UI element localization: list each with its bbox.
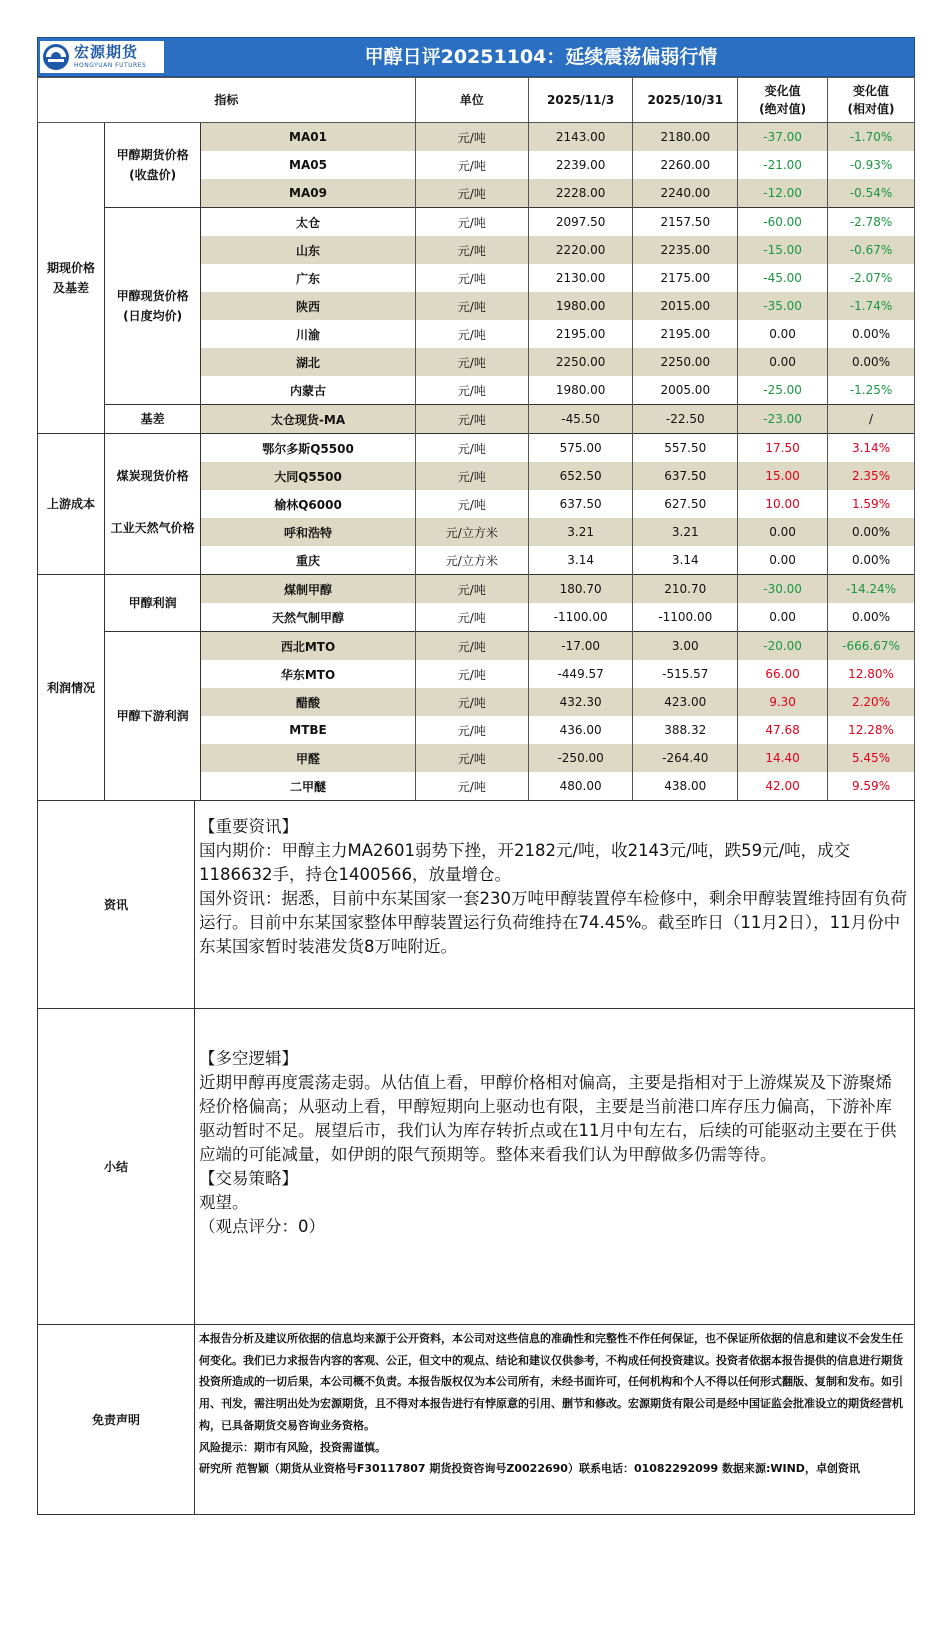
table-header xyxy=(38,78,915,123)
table-row xyxy=(38,518,915,546)
row-abs-change: -12.00 xyxy=(738,179,828,208)
row-value-1: 637.50 xyxy=(528,490,633,518)
row-name: MA05 xyxy=(201,151,416,179)
row-value-2: 2250.00 xyxy=(633,348,738,376)
row-value-2: 388.32 xyxy=(633,716,738,744)
row-abs-change: -23.00 xyxy=(738,405,828,434)
row-value-1: 3.14 xyxy=(528,546,633,575)
row-abs-change: 0.00 xyxy=(738,546,828,575)
row-unit: 元/吨 xyxy=(415,660,528,688)
row-name: 二甲醚 xyxy=(201,772,416,801)
row-abs-change: 0.00 xyxy=(738,348,828,376)
row-name: 内蒙古 xyxy=(201,376,416,405)
news-foreign: 国外资讯：据悉，目前中东某国家一套230万吨甲醇装置停车检修中，剩余甲醇装置维持固有负荷运行。目前中东某国家整体甲醇装置运行负荷维持在74.45%。截至昨日（11月2日），11月份中东某国家暂时装港发货8万吨附近。 xyxy=(199,889,907,956)
row-value-2: 2005.00 xyxy=(633,376,738,405)
row-unit: 元/吨 xyxy=(415,772,528,801)
row-rel-change: 3.14% xyxy=(828,434,915,463)
strategy-heading: 【交易策略】 xyxy=(199,1169,298,1188)
row-rel-change: 0.00% xyxy=(828,546,915,575)
disclaimer-text: 本报告分析及建议所依据的信息均来源于公开资料，本公司对这些信息的准确性和完整性不作任何保证，也不保证所依据的信息和建议不会发生任何变化。我们已力求报告内容的客观、公正，但文中的观点、结论和建议仅供参考，不构成任何投资建议。投资者依据本报告提供的信息进行期货投资所造成的一切后果，本公司概不负责。本报告版权仅为本公司所有，未经书面许可，任何机构和个人不得以任何形式翻版、复制和发布。如引用、刊发，需注明出处为宏源期货，且不得对本报告进行有悖原意的引用、删节和修改。宏源期货有限公司是经中国证监会批准设立的期货经营机构，已具备期货交易咨询业务资格。 xyxy=(199,1332,903,1432)
group-profit: 利润情况 xyxy=(38,575,105,801)
row-abs-change: -60.00 xyxy=(738,208,828,237)
row-abs-change: -20.00 xyxy=(738,632,828,661)
row-unit: 元/吨 xyxy=(415,744,528,772)
row-rel-change: 0.00% xyxy=(828,518,915,546)
row-rel-change: -0.67% xyxy=(828,236,915,264)
row-unit: 元/吨 xyxy=(415,264,528,292)
subgroup-coal: 煤炭现货价格 xyxy=(104,434,200,519)
row-abs-change: 10.00 xyxy=(738,490,828,518)
row-value-1: 480.00 xyxy=(528,772,633,801)
row-abs-change: 14.40 xyxy=(738,744,828,772)
summary-section xyxy=(37,1009,915,1325)
row-rel-change: -1.70% xyxy=(828,123,915,152)
row-abs-change: 17.50 xyxy=(738,434,828,463)
summary-logic: 近期甲醇再度震荡走弱。从估值上看，甲醇价格相对偏高，主要是指相对于上游煤炭及下游聚烯烃价格偏高；从驱动上看，甲醇短期向上驱动也有限，主要是当前港口库存压力偏高，下游补库驱动暂时不足。展望后市，我们认为库存转折点或在11月中旬左右，后续的可能驱动主要在于供应端的可能减量，如伊朗的限气预期等。整体来看我们认为甲醇做多仍需等待。 xyxy=(199,1073,897,1164)
row-rel-change: 0.00% xyxy=(828,320,915,348)
header-rel-change: 变化值 (相对值) xyxy=(828,78,915,123)
row-abs-change: 0.00 xyxy=(738,603,828,632)
strategy-text: 观望。 xyxy=(199,1193,249,1212)
group-spot-basis: 期现价格及基差 xyxy=(38,123,105,434)
row-unit: 元/吨 xyxy=(415,123,528,152)
score-text: （观点评分：0） xyxy=(199,1217,325,1236)
row-abs-change: -45.00 xyxy=(738,264,828,292)
row-unit: 元/吨 xyxy=(415,462,528,490)
row-name: 呼和浩特 xyxy=(201,518,416,546)
row-name: 川渝 xyxy=(201,320,416,348)
row-value-2: 2235.00 xyxy=(633,236,738,264)
table-row xyxy=(38,123,915,152)
row-abs-change: 66.00 xyxy=(738,660,828,688)
group-upstream: 上游成本 xyxy=(38,434,105,575)
row-rel-change: -1.74% xyxy=(828,292,915,320)
disclaimer-label: 免责声明 xyxy=(38,1325,195,1514)
row-value-1: 2239.00 xyxy=(528,151,633,179)
table-row xyxy=(38,575,915,604)
row-abs-change: -25.00 xyxy=(738,376,828,405)
row-value-1: 2220.00 xyxy=(528,236,633,264)
report-sheet xyxy=(37,37,915,1515)
logo-circle-icon xyxy=(42,43,70,71)
header-date2: 2025/10/31 xyxy=(633,78,738,123)
disclaimer-section xyxy=(37,1325,915,1515)
title-bar xyxy=(37,37,915,77)
news-label: 资讯 xyxy=(38,801,195,1008)
table-row xyxy=(38,632,915,661)
row-value-1: 2250.00 xyxy=(528,348,633,376)
row-name: 重庆 xyxy=(201,546,416,575)
row-rel-change: -2.78% xyxy=(828,208,915,237)
row-abs-change: -30.00 xyxy=(738,575,828,604)
row-rel-change: 1.59% xyxy=(828,490,915,518)
row-rel-change: 0.00% xyxy=(828,348,915,376)
subgroup-methanol-profit: 甲醇利润 xyxy=(104,575,200,632)
row-abs-change: 0.00 xyxy=(738,518,828,546)
row-value-2: 2180.00 xyxy=(633,123,738,152)
row-unit: 元/立方米 xyxy=(415,518,528,546)
row-unit: 元/吨 xyxy=(415,151,528,179)
row-value-2: 2015.00 xyxy=(633,292,738,320)
row-value-1: 2195.00 xyxy=(528,320,633,348)
row-name: 甲醛 xyxy=(201,744,416,772)
row-rel-change: / xyxy=(828,405,915,434)
subgroup-futures: 甲醇期货价格(收盘价) xyxy=(104,123,200,208)
row-name: 太仓现货-MA xyxy=(201,405,416,434)
row-abs-change: 42.00 xyxy=(738,772,828,801)
row-rel-change: -1.25% xyxy=(828,376,915,405)
row-name: MTBE xyxy=(201,716,416,744)
row-value-1: 575.00 xyxy=(528,434,633,463)
row-rel-change: -0.93% xyxy=(828,151,915,179)
subgroup-basis: 基差 xyxy=(104,405,200,434)
row-unit: 元/立方米 xyxy=(415,546,528,575)
row-unit: 元/吨 xyxy=(415,320,528,348)
table-row xyxy=(38,434,915,463)
row-value-1: 2130.00 xyxy=(528,264,633,292)
row-value-2: 2157.50 xyxy=(633,208,738,237)
subgroup-downstream-profit: 甲醇下游利润 xyxy=(104,632,200,801)
row-abs-change: 47.68 xyxy=(738,716,828,744)
subgroup-gas: 工业天然气价格 xyxy=(104,518,200,575)
row-value-1: -45.50 xyxy=(528,405,633,434)
row-name: 鄂尔多斯Q5500 xyxy=(201,434,416,463)
row-rel-change: -2.07% xyxy=(828,264,915,292)
row-value-1: -1100.00 xyxy=(528,603,633,632)
row-unit: 元/吨 xyxy=(415,716,528,744)
row-abs-change: -15.00 xyxy=(738,236,828,264)
row-unit: 元/吨 xyxy=(415,236,528,264)
row-name: 天然气制甲醇 xyxy=(201,603,416,632)
row-unit: 元/吨 xyxy=(415,376,528,405)
row-rel-change: 9.59% xyxy=(828,772,915,801)
row-name: 大同Q5500 xyxy=(201,462,416,490)
row-value-2: 423.00 xyxy=(633,688,738,716)
row-value-1: -17.00 xyxy=(528,632,633,661)
row-name: MA01 xyxy=(201,123,416,152)
row-rel-change: -0.54% xyxy=(828,179,915,208)
header-indicator: 指标 xyxy=(38,78,416,123)
row-unit: 元/吨 xyxy=(415,632,528,661)
row-value-2: 3.14 xyxy=(633,546,738,575)
row-name: 华东MTO xyxy=(201,660,416,688)
row-name: 太仓 xyxy=(201,208,416,237)
news-domestic: 国内期价：甲醇主力MA2601弱势下挫，开2182元/吨，收2143元/吨，跌59元/吨，成交1186632手，持仓1400566，放量增仓。 xyxy=(199,841,851,884)
news-section xyxy=(37,801,915,1009)
row-value-2: 438.00 xyxy=(633,772,738,801)
subgroup-spot: 甲醇现货价格(日度均价) xyxy=(104,208,200,405)
row-value-2: 2195.00 xyxy=(633,320,738,348)
row-unit: 元/吨 xyxy=(415,208,528,237)
header-abs-change: 变化值 (绝对值) xyxy=(738,78,828,123)
indicator-table xyxy=(37,77,915,801)
news-heading: 【重要资讯】 xyxy=(199,817,298,836)
row-rel-change: 0.00% xyxy=(828,603,915,632)
summary-label: 小结 xyxy=(38,1009,195,1324)
row-value-1: 432.30 xyxy=(528,688,633,716)
page-title: 甲醇日评20251104：延续震荡偏弱行情 xyxy=(364,46,718,68)
analyst-info: 研究所 范智颖（期货从业资格号F30117807 期货投资咨询号Z0022690）联系电话：01082292099 数据来源:WIND，卓创资讯 xyxy=(199,1462,860,1476)
row-value-2: 627.50 xyxy=(633,490,738,518)
row-value-1: 2228.00 xyxy=(528,179,633,208)
row-value-2: 2175.00 xyxy=(633,264,738,292)
company-logo xyxy=(40,41,164,73)
row-value-2: 3.21 xyxy=(633,518,738,546)
row-value-1: 652.50 xyxy=(528,462,633,490)
row-name: 煤制甲醇 xyxy=(201,575,416,604)
header-date1: 2025/11/3 xyxy=(528,78,633,123)
row-value-2: -515.57 xyxy=(633,660,738,688)
row-name: 醋酸 xyxy=(201,688,416,716)
row-value-1: -250.00 xyxy=(528,744,633,772)
row-unit: 元/吨 xyxy=(415,348,528,376)
logo-english: HONGYUAN FUTURES xyxy=(74,62,147,69)
row-rel-change: 5.45% xyxy=(828,744,915,772)
row-unit: 元/吨 xyxy=(415,179,528,208)
row-value-2: 210.70 xyxy=(633,575,738,604)
row-abs-change: -35.00 xyxy=(738,292,828,320)
row-name: 陕西 xyxy=(201,292,416,320)
row-value-2: -1100.00 xyxy=(633,603,738,632)
row-abs-change: 9.30 xyxy=(738,688,828,716)
row-abs-change: 15.00 xyxy=(738,462,828,490)
row-rel-change: 12.28% xyxy=(828,716,915,744)
row-value-2: 557.50 xyxy=(633,434,738,463)
row-abs-change: -21.00 xyxy=(738,151,828,179)
row-unit: 元/吨 xyxy=(415,405,528,434)
row-value-1: 180.70 xyxy=(528,575,633,604)
table-row xyxy=(38,405,915,434)
row-value-1: -449.57 xyxy=(528,660,633,688)
row-name: 西北MTO xyxy=(201,632,416,661)
row-unit: 元/吨 xyxy=(415,434,528,463)
row-value-2: 2240.00 xyxy=(633,179,738,208)
summary-body xyxy=(195,1009,914,1324)
row-unit: 元/吨 xyxy=(415,575,528,604)
logo-chinese: 宏源期货 xyxy=(74,43,139,61)
risk-warning: 风险提示：期市有风险，投资需谨慎。 xyxy=(199,1440,386,1454)
row-value-2: -264.40 xyxy=(633,744,738,772)
row-value-2: 637.50 xyxy=(633,462,738,490)
row-value-1: 436.00 xyxy=(528,716,633,744)
row-name: 榆林Q6000 xyxy=(201,490,416,518)
row-unit: 元/吨 xyxy=(415,490,528,518)
table-row xyxy=(38,208,915,237)
row-unit: 元/吨 xyxy=(415,603,528,632)
row-name: 山东 xyxy=(201,236,416,264)
row-rel-change: -14.24% xyxy=(828,575,915,604)
row-value-1: 1980.00 xyxy=(528,292,633,320)
header-unit: 单位 xyxy=(415,78,528,123)
row-name: MA09 xyxy=(201,179,416,208)
row-rel-change: 12.80% xyxy=(828,660,915,688)
row-name: 湖北 xyxy=(201,348,416,376)
row-value-1: 2143.00 xyxy=(528,123,633,152)
row-name: 广东 xyxy=(201,264,416,292)
row-value-2: 2260.00 xyxy=(633,151,738,179)
row-rel-change: 2.20% xyxy=(828,688,915,716)
disclaimer-body xyxy=(195,1325,914,1514)
row-rel-change: 2.35% xyxy=(828,462,915,490)
summary-heading: 【多空逻辑】 xyxy=(199,1049,298,1068)
news-body xyxy=(195,801,914,1008)
row-value-1: 3.21 xyxy=(528,518,633,546)
row-abs-change: 0.00 xyxy=(738,320,828,348)
row-value-2: 3.00 xyxy=(633,632,738,661)
row-value-1: 1980.00 xyxy=(528,376,633,405)
row-value-2: -22.50 xyxy=(633,405,738,434)
row-value-1: 2097.50 xyxy=(528,208,633,237)
row-unit: 元/吨 xyxy=(415,688,528,716)
row-rel-change: -666.67% xyxy=(828,632,915,661)
row-abs-change: -37.00 xyxy=(738,123,828,152)
row-unit: 元/吨 xyxy=(415,292,528,320)
